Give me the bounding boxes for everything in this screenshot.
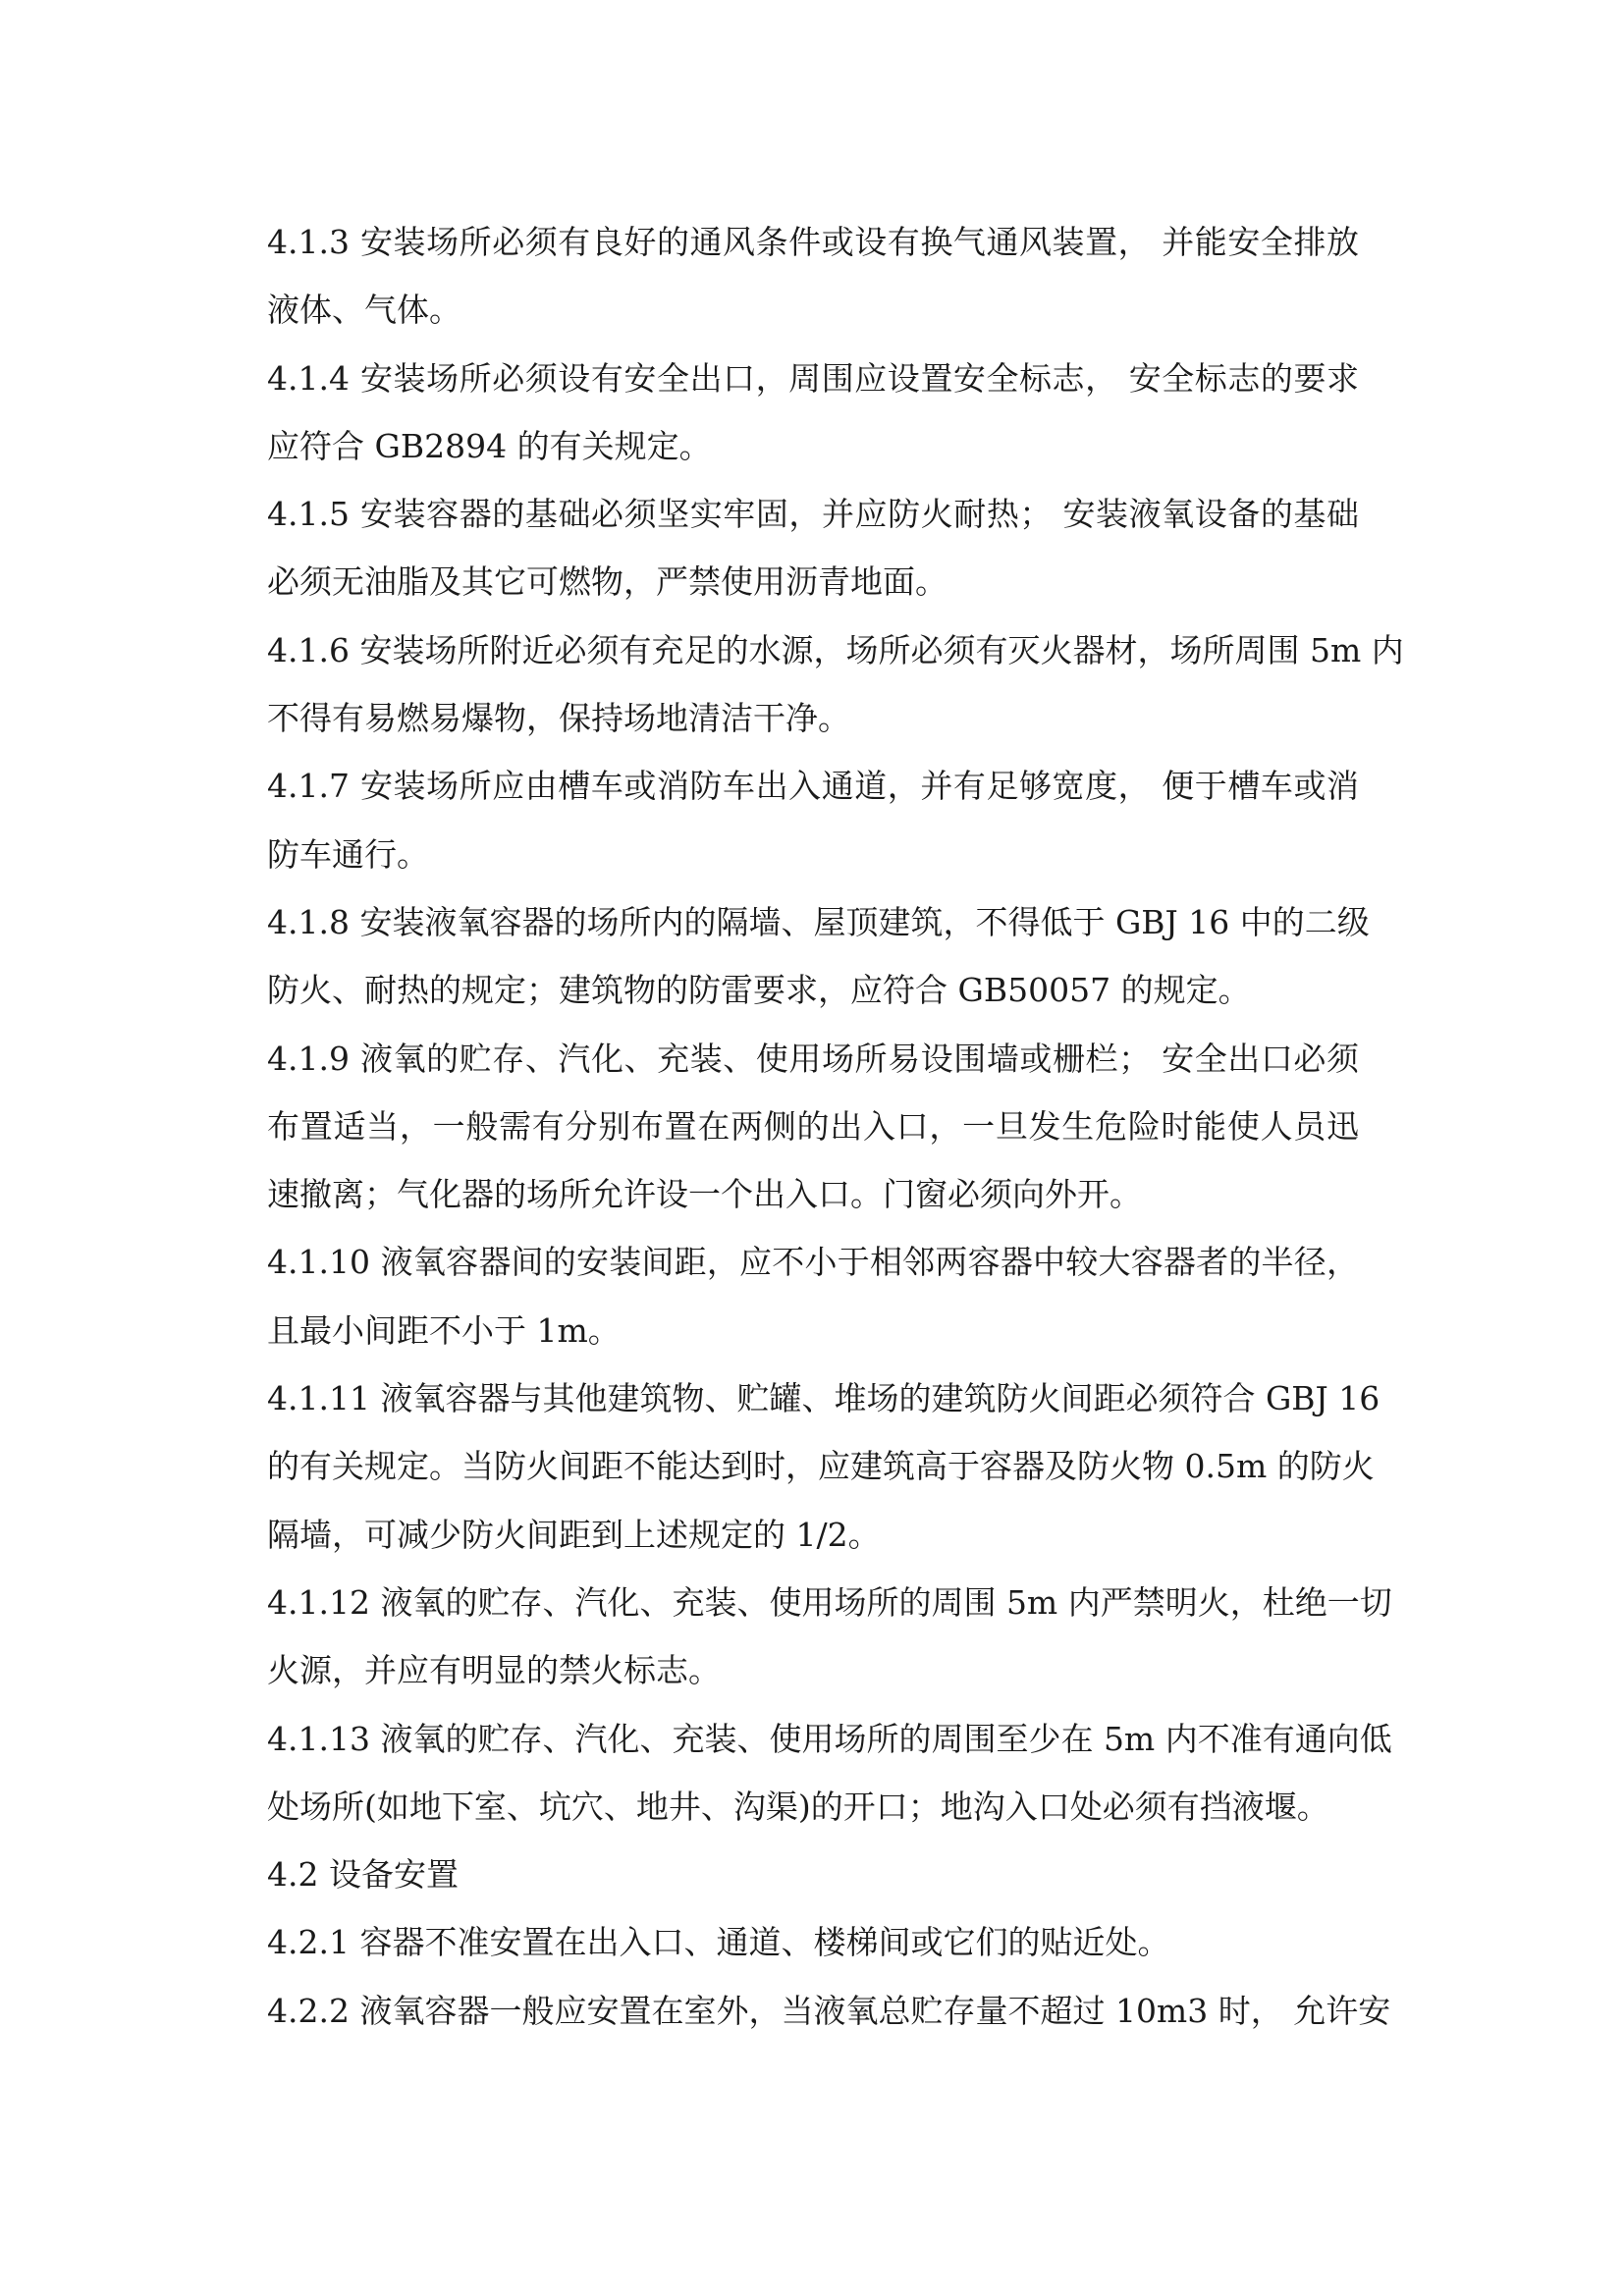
text-line: 4.1.5 安装容器的基础必须坚实牢固，并应防火耐热； 安装液氧设备的基础	[267, 495, 1359, 534]
text-line: 且最小间距不小于 1m。	[267, 1310, 621, 1350]
text-line: 4.1.13 液氧的贮存、汽化、充装、使用场所的周围至少在 5m 内不准有通向低	[267, 1719, 1392, 1758]
text-line: 4.1.12 液氧的贮存、汽化、充装、使用场所的周围 5m 内严禁明火，杜绝一切	[267, 1582, 1392, 1622]
section-heading: 4.2 设备安置	[267, 1855, 459, 1895]
text-line: 4.2.2 液氧容器一般应安置在室外，当液氧总贮存量不超过 10m3 时， 允许安	[267, 1991, 1391, 2030]
text-line: 防火、耐热的规定；建筑物的防雷要求，应符合 GB50057 的规定。	[267, 971, 1251, 1010]
text-line: 的有关规定。当防火间距不能达到时，应建筑高于容器及防火物 0.5m 的防火	[267, 1447, 1375, 1486]
text-line: 速撤离；气化器的场所允许设一个出入口。门窗必须向外开。	[267, 1175, 1142, 1214]
text-line: 4.1.3 安装场所必须有良好的通风条件或设有换气通风装置， 并能安全排放	[267, 223, 1359, 261]
text-line: 布置适当，一般需有分别布置在两侧的出入口，一旦发生危险时能使人员迅	[267, 1106, 1359, 1146]
text-line: 防车通行。	[267, 834, 429, 874]
text-line: 4.2.1 容器不准安置在出入口、通道、楼梯间或它们的贴近处。	[267, 1923, 1170, 1962]
text-line: 处场所(如地下室、坑穴、地井、沟渠)的开口；地沟入口处必须有挡液堰。	[267, 1787, 1329, 1826]
text-line: 不得有易燃易爆物，保持场地清洁干净。	[267, 699, 850, 738]
text-line: 4.1.4 安装场所必须设有安全出口，周围应设置安全标志， 安全标志的要求	[267, 358, 1359, 398]
text-line: 火源，并应有明显的禁火标志。	[267, 1651, 721, 1690]
text-line: 4.1.11 液氧容器与其他建筑物、贮罐、堆场的建筑防火间距必须符合 GBJ 16	[267, 1379, 1380, 1418]
text-line: 必须无油脂及其它可燃物，严禁使用沥青地面。	[267, 562, 947, 602]
text-line: 应符合 GB2894 的有关规定。	[267, 426, 712, 465]
text-line: 隔墙，可减少防火间距到上述规定的 1/2。	[267, 1515, 881, 1554]
text-line: 4.1.9 液氧的贮存、汽化、充装、使用场所易设围墙或栅栏； 安全出口必须	[267, 1039, 1359, 1078]
text-line: 4.1.10 液氧容器间的安装间距，应不小于相邻两容器中较大容器者的半径，	[267, 1243, 1359, 1282]
text-line: 4.1.8 安装液氧容器的场所内的隔墙、屋顶建筑，不得低于 GBJ 16 中的二级	[267, 902, 1370, 941]
document-body	[267, 208, 1404, 2045]
text-line: 4.1.7 安装场所应由槽车或消防车出入通道，并有足够宽度， 便于槽车或消	[267, 767, 1359, 806]
text-line: 4.1.6 安装场所附近必须有充足的水源，场所必须有灭火器材，场所周围 5m 内	[267, 630, 1404, 669]
text-line: 液体、气体。	[267, 291, 461, 330]
